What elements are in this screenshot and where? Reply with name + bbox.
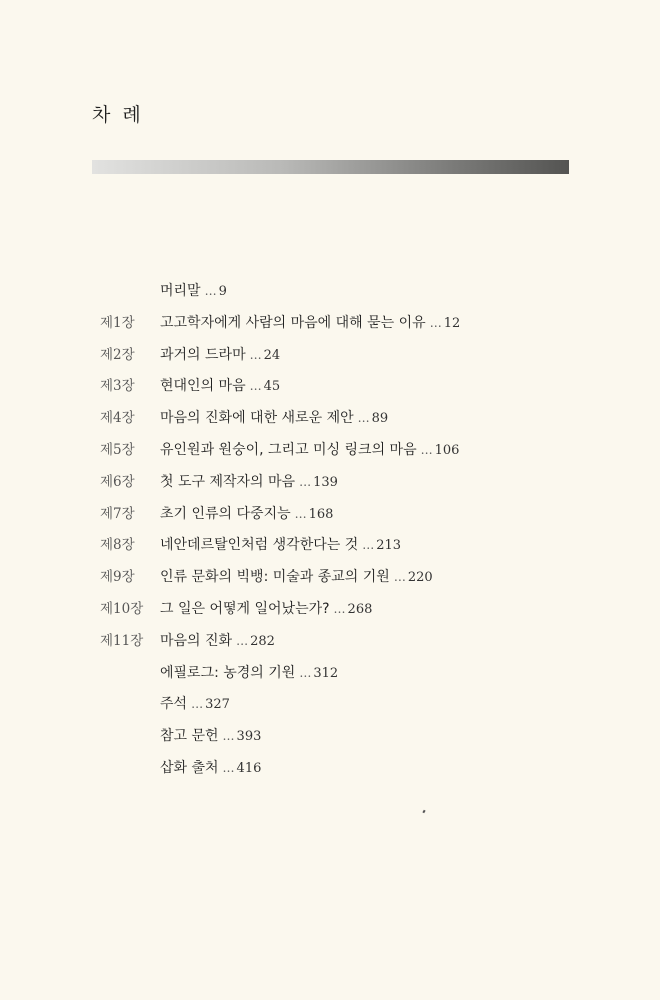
entry-title: 주석 — [160, 696, 188, 713]
dot-leader: … — [249, 347, 262, 362]
entry-text — [160, 371, 280, 401]
toc-entry — [0, 689, 660, 721]
toc-entry — [0, 626, 660, 658]
dot-leader: … — [204, 284, 217, 298]
entry-title: 초기 인류의 다중지능 — [160, 505, 291, 522]
toc-entry — [0, 340, 660, 372]
page-number: 220 — [407, 570, 433, 586]
entry-title: 인류 문화의 빅뱅: 미술과 종교의 기원 — [160, 569, 390, 586]
paper-speck — [422, 810, 425, 814]
dot-leader: … — [393, 570, 406, 585]
toc-entry — [0, 594, 660, 626]
dot-leader: … — [299, 665, 312, 680]
title-gradient-rule — [92, 160, 569, 174]
toc-entry — [0, 435, 660, 467]
dot-leader: … — [222, 729, 235, 744]
entry-title: 네안데르탈인처럼 생각한다는 것 — [160, 537, 359, 554]
toc-entry — [0, 308, 660, 340]
toc-entry — [0, 499, 660, 531]
entry-text — [160, 403, 388, 433]
toc-entry — [0, 371, 660, 403]
page-title: 차 례 — [92, 104, 144, 126]
entry-text — [160, 530, 401, 560]
page-number: 12 — [443, 315, 461, 331]
toc-entry — [0, 753, 660, 785]
entry-text — [160, 308, 460, 338]
dot-leader: … — [357, 411, 370, 426]
page-number: 393 — [236, 729, 262, 745]
entry-text — [160, 658, 338, 688]
toc-entry — [0, 530, 660, 562]
dot-leader: … — [191, 697, 204, 712]
dot-leader: … — [249, 379, 262, 394]
dot-leader: … — [429, 315, 442, 330]
page-number: 139 — [313, 474, 338, 490]
page-number: 106 — [434, 442, 460, 458]
chapter-number: 제4장 — [100, 410, 135, 427]
chapter-number: 제8장 — [100, 537, 135, 554]
chapter-number: 제7장 — [100, 505, 135, 522]
entry-text — [160, 499, 333, 529]
toc-entry — [0, 721, 660, 753]
entry-title: 마음의 진화에 대한 새로운 제안 — [160, 410, 354, 427]
table-of-contents — [0, 276, 660, 785]
chapter-number: 제11장 — [100, 632, 144, 649]
page-number: 282 — [250, 633, 275, 649]
entry-title: 머리말 — [160, 283, 201, 299]
chapter-number: 제1장 — [100, 314, 135, 331]
toc-entry — [0, 658, 660, 690]
page-number: 213 — [376, 538, 402, 554]
chapter-number: 제3장 — [100, 378, 135, 395]
dot-leader: … — [294, 506, 307, 521]
entry-text — [160, 340, 280, 370]
chapter-number: 제2장 — [100, 346, 135, 363]
entry-title: 현대인의 마음 — [160, 378, 246, 395]
dot-leader: … — [420, 442, 433, 457]
entry-title: 유인원과 원숭이, 그리고 미싱 링크의 마음 — [160, 441, 417, 458]
entry-title: 과거의 드라마 — [160, 346, 246, 363]
toc-entry — [0, 562, 660, 594]
entry-title: 참고 문헌 — [160, 728, 219, 745]
chapter-number: 제6장 — [100, 473, 135, 490]
entry-title: 삽화 출처 — [160, 759, 219, 776]
entry-title: 그 일은 어떻게 일어났는가? — [160, 600, 330, 617]
dot-leader: … — [222, 760, 235, 775]
entry-text — [160, 435, 459, 465]
page-number: 168 — [308, 506, 334, 522]
entry-title: 마음의 진화 — [160, 632, 233, 649]
page-number: 24 — [263, 347, 281, 363]
entry-text — [160, 689, 230, 719]
page-number: 312 — [313, 665, 339, 681]
dot-leader: … — [333, 601, 346, 616]
dot-leader: … — [362, 538, 375, 553]
dot-leader: … — [299, 474, 312, 489]
chapter-number: 제9장 — [100, 569, 135, 586]
entry-text — [160, 721, 261, 751]
page-number: 45 — [263, 379, 281, 395]
page-number: 9 — [218, 284, 227, 299]
page-number: 327 — [205, 697, 230, 713]
entry-text — [160, 562, 433, 592]
toc-entry — [0, 467, 660, 499]
toc-entry — [0, 276, 660, 308]
chapter-number: 제10장 — [100, 600, 144, 617]
entry-text — [160, 276, 227, 306]
entry-text — [160, 753, 261, 783]
entry-text — [160, 467, 338, 497]
entry-title: 고고학자에게 사람의 마음에 대해 묻는 이유 — [160, 314, 426, 331]
chapter-number: 제5장 — [100, 441, 135, 458]
page-number: 416 — [236, 760, 262, 776]
entry-text — [160, 594, 372, 624]
entry-text — [160, 626, 275, 656]
entry-title: 첫 도구 제작자의 마음 — [160, 473, 296, 490]
entry-title: 에필로그: 농경의 기원 — [160, 664, 296, 681]
page-number: 89 — [371, 411, 389, 427]
page-number: 268 — [347, 601, 373, 617]
toc-entry — [0, 403, 660, 435]
dot-leader: … — [236, 633, 249, 648]
